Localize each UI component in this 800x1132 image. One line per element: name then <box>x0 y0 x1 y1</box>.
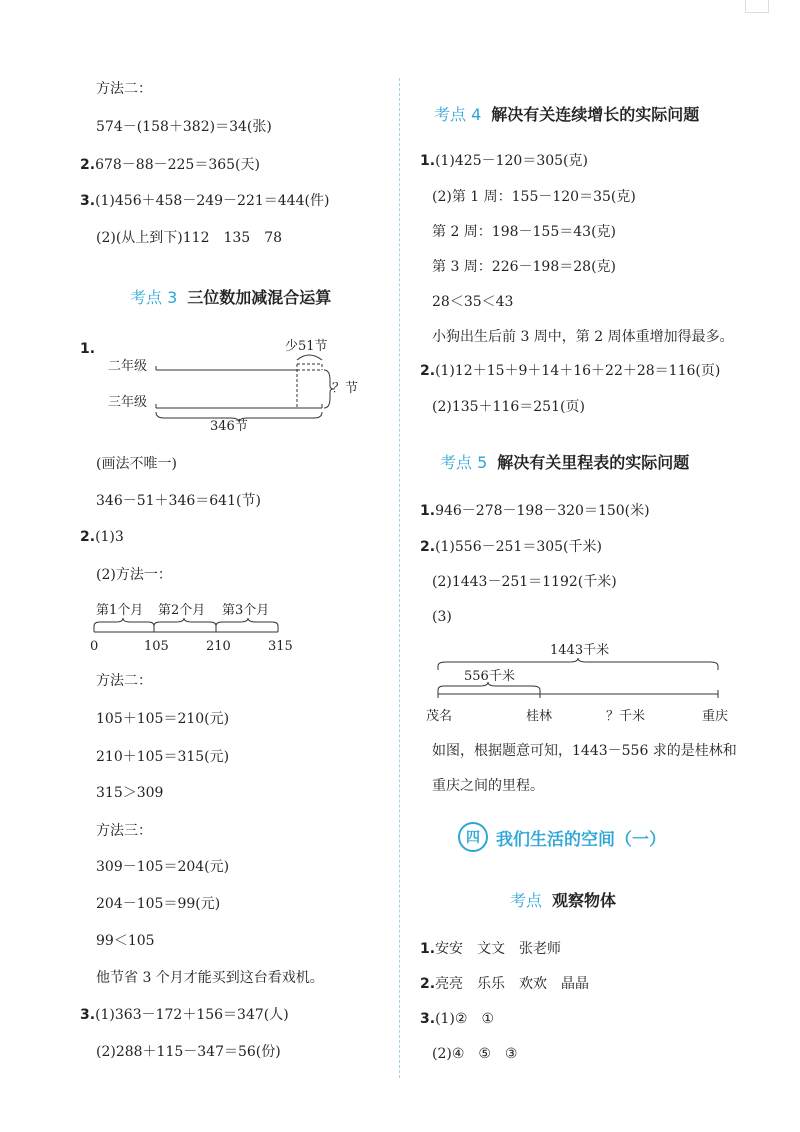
month-3-brace <box>216 618 278 632</box>
method-two-heading: 方法二： <box>96 81 152 97</box>
observe-q1 <box>420 940 561 958</box>
question-number: 2. <box>420 976 436 992</box>
answer-text: 亮亮 乐乐 欢欢 晶晶 <box>435 976 590 992</box>
q1-compare: 28＜35＜43 <box>432 294 514 310</box>
month-1-label: 第1个月 <box>96 603 144 618</box>
unit-heading <box>458 822 666 852</box>
question-2-part-2: (2)方法一： <box>96 567 172 583</box>
method-3-line-3: 99＜105 <box>96 933 155 949</box>
method-3-line-2: 204－105＝99(元) <box>96 896 221 912</box>
q2-part-2: (2)135＋116＝251(页) <box>432 399 585 415</box>
question-2-part-1 <box>80 528 124 546</box>
q1-part-1 <box>420 152 588 170</box>
q1-part-2: (2)第 1 周：155－120＝35(克) <box>432 189 636 205</box>
kaodian-label: 考点 3 <box>130 288 178 307</box>
kaodian-label: 考点 <box>510 891 543 910</box>
answer-text: (1)456＋458－249－221＝444(件) <box>95 193 330 209</box>
method-3-heading: 方法三： <box>96 823 152 839</box>
answer-text: (1)363－172＋156＝347(人) <box>95 1007 289 1023</box>
label-question: ？节 <box>332 381 359 396</box>
place-guilin: 桂林 <box>526 709 553 724</box>
page-corner-mark <box>745 0 769 13</box>
question-number: 3. <box>80 1007 96 1023</box>
k5-q2-part-3: (3) <box>432 609 452 625</box>
q1-equation: 346－51＋346＝641(节) <box>96 493 261 509</box>
method-2-line-3: 315＞309 <box>96 785 164 801</box>
less-brace <box>297 355 322 360</box>
tick-0: 0 <box>90 639 99 654</box>
section-heading-kd4 <box>434 102 699 125</box>
answer-text: (1)556－251＝305(千米) <box>435 539 602 555</box>
explanation-line-2: 重庆之间的里程。 <box>432 778 544 794</box>
answer-text: 安安 文文 张老师 <box>435 941 562 957</box>
tick-210: 210 <box>206 639 231 654</box>
label-grade-2: 二年级 <box>108 359 148 374</box>
question-number: 2. <box>80 157 96 173</box>
question-number: 1. <box>420 503 436 519</box>
method-3-line-1: 309－105＝204(元) <box>96 859 230 875</box>
question-number-text: 1. <box>80 341 96 357</box>
answer-text: 678－88－225＝365(天) <box>95 157 260 173</box>
line-diagram-grades <box>100 332 370 442</box>
question-2 <box>80 156 260 174</box>
section-heading-kd <box>510 888 616 911</box>
unknown-distance: ？千米 <box>606 709 646 724</box>
method-2-line-1: 105＋105＝210(元) <box>96 711 230 727</box>
conclusion: 他节省 3 个月才能买到这台看戏机。 <box>96 970 324 986</box>
kaodian-title: 观察物体 <box>552 891 617 910</box>
method-two-equation: 574－(158＋382)＝34(张) <box>96 119 272 135</box>
method-2-heading: 方法二： <box>96 673 152 689</box>
observe-q3-part-2: (2)④ ⑤ ③ <box>432 1046 518 1062</box>
kaodian-label: 考点 4 <box>434 105 482 124</box>
q2-part-1 <box>420 362 720 380</box>
answer-text: (1)425－120＝305(克) <box>435 153 588 169</box>
answer-text: 946－278－198－320＝150(米) <box>435 503 650 519</box>
question-3-part-2-b: (2)288＋115－347＝56(份) <box>96 1044 281 1060</box>
section-heading-kd5 <box>440 450 689 473</box>
month-3-label: 第3个月 <box>222 603 270 618</box>
q1-week-2: 第 2 周：198－155＝43(克) <box>432 224 616 240</box>
unit-number-badge: 四 <box>458 822 488 852</box>
question-brace <box>324 370 334 408</box>
question-3 <box>80 192 329 210</box>
tick-105: 105 <box>144 639 169 654</box>
question-number: 2. <box>80 529 96 545</box>
label-less: 少51节 <box>285 339 328 354</box>
tick-315: 315 <box>268 639 293 654</box>
kaodian-title: 解决有关连续增长的实际问题 <box>491 105 700 124</box>
total-distance-label: 1443千米 <box>550 643 610 658</box>
mileage-diagram <box>420 636 740 726</box>
k5-q2-part-1 <box>420 538 602 556</box>
month-2-label: 第2个月 <box>158 603 206 618</box>
part-distance-label: 556千米 <box>464 669 515 684</box>
question-number: 1. <box>420 153 436 169</box>
answer-text: (1)② ① <box>435 1011 494 1027</box>
question-3-part-1 <box>80 1006 289 1024</box>
part-brace <box>438 682 540 694</box>
total-brace <box>156 412 322 422</box>
question-number: 2. <box>420 363 436 379</box>
q1-week-3: 第 3 周：226－198＝28(克) <box>432 259 616 275</box>
month-2-brace <box>154 618 216 632</box>
place-maoming: 茂名 <box>426 709 453 724</box>
observe-q3-part-1 <box>420 1010 494 1028</box>
unit-title: 我们生活的空间（一） <box>496 829 666 850</box>
answer-text: (1)3 <box>95 529 124 545</box>
q1-conclusion: 小狗出生后前 3 周中，第 2 周体重增加得最多。 <box>432 329 734 345</box>
kaodian-label: 考点 5 <box>440 453 488 472</box>
k5-q1 <box>420 502 650 520</box>
answer-text: (1)12＋15＋9＋14＋16＋22＋28＝116(页) <box>435 363 721 379</box>
question-number: 1. <box>420 941 436 957</box>
method-2-line-2: 210＋105＝315(元) <box>96 749 230 765</box>
question-number <box>80 340 95 358</box>
column-divider <box>399 78 400 1078</box>
section-heading-kd3 <box>130 285 331 308</box>
question-number: 2. <box>420 539 436 555</box>
label-grade-3: 三年级 <box>108 395 148 410</box>
explanation-line-1: 如图，根据题意可知，1443－556 求的是桂林和 <box>432 743 737 759</box>
month-1-brace <box>94 618 154 632</box>
k5-q2-part-2: (2)1443－251＝1192(千米) <box>432 574 617 590</box>
kaodian-title: 三位数加减混合运算 <box>187 288 332 307</box>
question-3-part-2: (2)(从上到下)112 135 78 <box>96 230 283 246</box>
drawing-note: (画法不唯一) <box>96 456 177 472</box>
question-number: 3. <box>420 1011 436 1027</box>
kaodian-title: 解决有关里程表的实际问题 <box>497 453 690 472</box>
label-total: 346节 <box>210 419 248 434</box>
place-chongqing: 重庆 <box>702 709 729 724</box>
month-line-diagram <box>86 598 306 658</box>
observe-q2 <box>420 975 589 993</box>
question-number: 3. <box>80 193 96 209</box>
